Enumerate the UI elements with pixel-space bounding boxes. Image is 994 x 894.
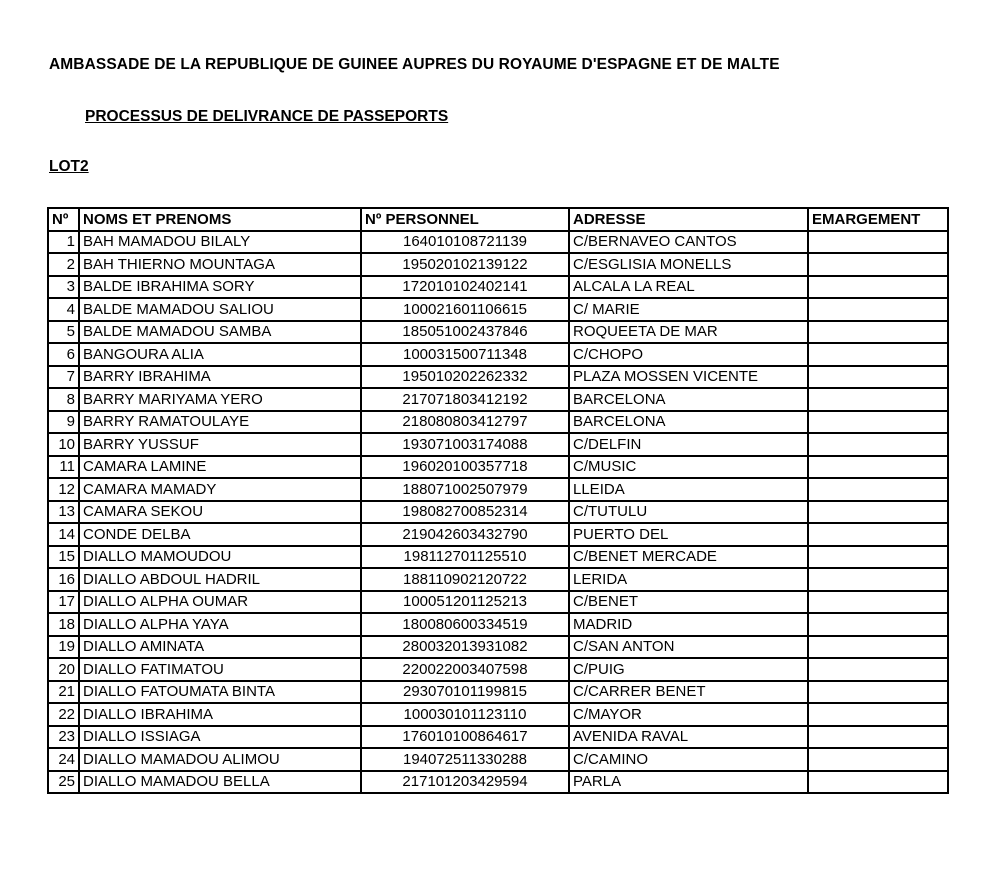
- emargement-cell: [808, 253, 948, 276]
- table-row: [48, 523, 948, 546]
- emargement-cell: [808, 681, 948, 704]
- table-row: [48, 546, 948, 569]
- lot-label: LOT2: [49, 158, 89, 175]
- name-cell: BALDE IBRAHIMA SORY: [79, 276, 361, 299]
- personnel-cell: 196020100357718: [361, 456, 569, 479]
- personnel-cell: 188110902120722: [361, 568, 569, 591]
- personnel-cell: 188071002507979: [361, 478, 569, 501]
- adresse-cell: C/CARRER BENET: [569, 681, 808, 704]
- emargement-cell: [808, 276, 948, 299]
- header-emargement: EMARGEMENT: [808, 208, 948, 231]
- table-row: [48, 321, 948, 344]
- name-cell: BARRY RAMATOULAYE: [79, 411, 361, 434]
- table-row: [48, 456, 948, 479]
- adresse-cell: C/BENET MERCADE: [569, 546, 808, 569]
- table-row: [48, 658, 948, 681]
- table-row: [48, 501, 948, 524]
- adresse-cell: ALCALA LA REAL: [569, 276, 808, 299]
- adresse-cell: C/CHOPO: [569, 343, 808, 366]
- table-row: [48, 366, 948, 389]
- row-number-cell: 9: [48, 411, 79, 434]
- row-number-cell: 1: [48, 231, 79, 254]
- emargement-cell: [808, 321, 948, 344]
- name-cell: BARRY YUSSUF: [79, 433, 361, 456]
- table-row: [48, 298, 948, 321]
- emargement-cell: [808, 366, 948, 389]
- adresse-cell: BARCELONA: [569, 411, 808, 434]
- row-number-cell: 8: [48, 388, 79, 411]
- adresse-cell: C/CAMINO: [569, 748, 808, 771]
- adresse-cell: BARCELONA: [569, 388, 808, 411]
- adresse-cell: C/TUTULU: [569, 501, 808, 524]
- table-row: [48, 568, 948, 591]
- row-number-cell: 25: [48, 771, 79, 794]
- name-cell: DIALLO ISSIAGA: [79, 726, 361, 749]
- name-cell: CAMARA MAMADY: [79, 478, 361, 501]
- emargement-cell: [808, 591, 948, 614]
- name-cell: CONDE DELBA: [79, 523, 361, 546]
- table-row: [48, 636, 948, 659]
- table-row: [48, 276, 948, 299]
- row-number-cell: 2: [48, 253, 79, 276]
- name-cell: DIALLO FATIMATOU: [79, 658, 361, 681]
- row-number-cell: 18: [48, 613, 79, 636]
- personnel-cell: 164010108721139: [361, 231, 569, 254]
- name-cell: BANGOURA ALIA: [79, 343, 361, 366]
- name-cell: DIALLO AMINATA: [79, 636, 361, 659]
- name-cell: DIALLO MAMOUDOU: [79, 546, 361, 569]
- adresse-cell: C/ MARIE: [569, 298, 808, 321]
- personnel-cell: 293070101199815: [361, 681, 569, 704]
- emargement-cell: [808, 298, 948, 321]
- personnel-cell: 100051201125213: [361, 591, 569, 614]
- row-number-cell: 16: [48, 568, 79, 591]
- table-body: [48, 231, 948, 794]
- table-row: [48, 478, 948, 501]
- row-number-cell: 19: [48, 636, 79, 659]
- adresse-cell: C/SAN ANTON: [569, 636, 808, 659]
- emargement-cell: [808, 388, 948, 411]
- emargement-cell: [808, 703, 948, 726]
- personnel-cell: 195020102139122: [361, 253, 569, 276]
- document-title: AMBASSADE DE LA REPUBLIQUE DE GUINEE AUPRES DU ROYAUME D'ESPAGNE ET DE MALTE: [49, 56, 780, 73]
- row-number-cell: 23: [48, 726, 79, 749]
- table-row: [48, 681, 948, 704]
- emargement-cell: [808, 658, 948, 681]
- table-row: [48, 748, 948, 771]
- header-adresse: ADRESSE: [569, 208, 808, 231]
- row-number-cell: 12: [48, 478, 79, 501]
- table-row: [48, 433, 948, 456]
- name-cell: BARRY MARIYAMA YERO: [79, 388, 361, 411]
- personnel-cell: 100031500711348: [361, 343, 569, 366]
- row-number-cell: 3: [48, 276, 79, 299]
- header-personnel: Nº PERSONNEL: [361, 208, 569, 231]
- name-cell: CAMARA LAMINE: [79, 456, 361, 479]
- personnel-cell: 219042603432790: [361, 523, 569, 546]
- personnel-cell: 100030101123110: [361, 703, 569, 726]
- adresse-cell: C/MUSIC: [569, 456, 808, 479]
- emargement-cell: [808, 231, 948, 254]
- adresse-cell: MADRID: [569, 613, 808, 636]
- row-number-cell: 4: [48, 298, 79, 321]
- emargement-cell: [808, 748, 948, 771]
- personnel-cell: 172010102402141: [361, 276, 569, 299]
- row-number-cell: 21: [48, 681, 79, 704]
- table-row: [48, 613, 948, 636]
- personnel-cell: 218080803412797: [361, 411, 569, 434]
- table-row: [48, 388, 948, 411]
- row-number-cell: 22: [48, 703, 79, 726]
- table-row: [48, 591, 948, 614]
- name-cell: BAH THIERNO MOUNTAGA: [79, 253, 361, 276]
- name-cell: DIALLO ALPHA YAYA: [79, 613, 361, 636]
- adresse-cell: PARLA: [569, 771, 808, 794]
- header-num: Nº: [48, 208, 79, 231]
- personnel-cell: 220022003407598: [361, 658, 569, 681]
- name-cell: DIALLO ABDOUL HADRIL: [79, 568, 361, 591]
- emargement-cell: [808, 636, 948, 659]
- table-row: [48, 253, 948, 276]
- row-number-cell: 7: [48, 366, 79, 389]
- emargement-cell: [808, 501, 948, 524]
- emargement-cell: [808, 433, 948, 456]
- adresse-cell: LERIDA: [569, 568, 808, 591]
- row-number-cell: 17: [48, 591, 79, 614]
- personnel-cell: 185051002437846: [361, 321, 569, 344]
- name-cell: DIALLO IBRAHIMA: [79, 703, 361, 726]
- emargement-cell: [808, 546, 948, 569]
- personnel-cell: 194072511330288: [361, 748, 569, 771]
- adresse-cell: PUERTO DEL: [569, 523, 808, 546]
- passport-table: [47, 207, 949, 794]
- emargement-cell: [808, 523, 948, 546]
- row-number-cell: 14: [48, 523, 79, 546]
- personnel-cell: 100021601106615: [361, 298, 569, 321]
- table-row: [48, 231, 948, 254]
- name-cell: CAMARA SEKOU: [79, 501, 361, 524]
- adresse-cell: ROQUEETA DE MAR: [569, 321, 808, 344]
- name-cell: BALDE MAMADOU SALIOU: [79, 298, 361, 321]
- emargement-cell: [808, 411, 948, 434]
- row-number-cell: 20: [48, 658, 79, 681]
- adresse-cell: C/ESGLISIA MONELLS: [569, 253, 808, 276]
- row-number-cell: 15: [48, 546, 79, 569]
- adresse-cell: PLAZA MOSSEN VICENTE: [569, 366, 808, 389]
- adresse-cell: C/MAYOR: [569, 703, 808, 726]
- table-row: [48, 411, 948, 434]
- row-number-cell: 11: [48, 456, 79, 479]
- emargement-cell: [808, 771, 948, 794]
- table-header-row: [48, 208, 948, 231]
- emargement-cell: [808, 726, 948, 749]
- adresse-cell: LLEIDA: [569, 478, 808, 501]
- personnel-cell: 193071003174088: [361, 433, 569, 456]
- personnel-cell: 180080600334519: [361, 613, 569, 636]
- table-row: [48, 703, 948, 726]
- name-cell: DIALLO FATOUMATA BINTA: [79, 681, 361, 704]
- name-cell: DIALLO MAMADOU ALIMOU: [79, 748, 361, 771]
- table-row: [48, 771, 948, 794]
- emargement-cell: [808, 456, 948, 479]
- personnel-cell: 198082700852314: [361, 501, 569, 524]
- adresse-cell: C/PUIG: [569, 658, 808, 681]
- emargement-cell: [808, 478, 948, 501]
- adresse-cell: C/BERNAVEO CANTOS: [569, 231, 808, 254]
- table-row: [48, 726, 948, 749]
- table-row: [48, 343, 948, 366]
- emargement-cell: [808, 343, 948, 366]
- name-cell: BALDE MAMADOU SAMBA: [79, 321, 361, 344]
- personnel-cell: 217071803412192: [361, 388, 569, 411]
- personnel-cell: 198112701125510: [361, 546, 569, 569]
- row-number-cell: 5: [48, 321, 79, 344]
- name-cell: DIALLO ALPHA OUMAR: [79, 591, 361, 614]
- personnel-cell: 280032013931082: [361, 636, 569, 659]
- name-cell: BARRY IBRAHIMA: [79, 366, 361, 389]
- document-subtitle: PROCESSUS DE DELIVRANCE DE PASSEPORTS: [85, 108, 449, 125]
- adresse-cell: AVENIDA RAVAL: [569, 726, 808, 749]
- personnel-cell: 217101203429594: [361, 771, 569, 794]
- name-cell: BAH MAMADOU BILALY: [79, 231, 361, 254]
- row-number-cell: 10: [48, 433, 79, 456]
- name-cell: DIALLO MAMADOU BELLA: [79, 771, 361, 794]
- row-number-cell: 24: [48, 748, 79, 771]
- adresse-cell: C/BENET: [569, 591, 808, 614]
- emargement-cell: [808, 568, 948, 591]
- adresse-cell: C/DELFIN: [569, 433, 808, 456]
- header-name: NOMS ET PRENOMS: [79, 208, 361, 231]
- row-number-cell: 6: [48, 343, 79, 366]
- emargement-cell: [808, 613, 948, 636]
- row-number-cell: 13: [48, 501, 79, 524]
- personnel-cell: 195010202262332: [361, 366, 569, 389]
- personnel-cell: 176010100864617: [361, 726, 569, 749]
